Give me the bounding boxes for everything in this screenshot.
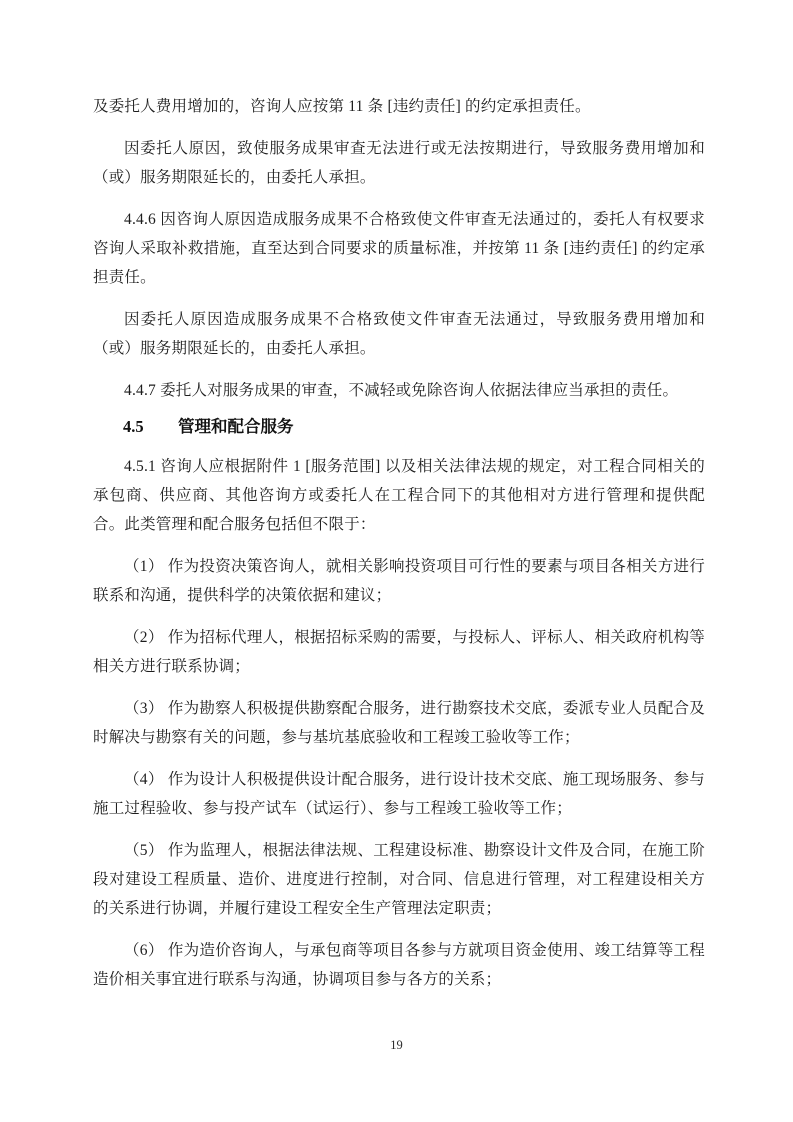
list-item-1: （1） 作为投资决策咨询人，就相关影响投资项目可行性的要素与项目各相关方进行联系和沟通，提供科学的决策依据和建议； (93, 558, 705, 604)
section-number: 4.5 (123, 417, 144, 436)
page-number: 19 (390, 1038, 403, 1052)
paragraph-continuation: 及委托人费用增加的，咨询人应按第 11 条 [违约责任] 的约定承担责任。 (93, 98, 591, 115)
list-item-2: （2） 作为招标代理人，根据招标采购的需要，与投标人、评标人、相关政府机构等相关方进行联系协调； (93, 629, 705, 675)
paragraph-clause-4-4-6: 4.4.6 因咨询人原因造成服务成果不合格致使文件审查无法通过的，委托人有权要求咨询人采取补救措施，直至达到合同要求的质量标准，并按第 11 条 [违约责任] 的约定承担责任。 (93, 211, 705, 286)
section-heading-4-5 (93, 412, 705, 442)
paragraph-clause-4-4-6-cont: 因委托人原因造成服务成果不合格致使文件审查无法通过，导致服务费用增加和（或）服务期限延长的，由委托人承担。 (93, 311, 705, 357)
paragraph-client-cause: 因委托人原因，致使服务成果审查无法进行或无法按期进行，导致服务费用增加和（或）服务期限延长的，由委托人承担。 (93, 140, 705, 186)
list-item-6: （6） 作为造价咨询人，与承包商等项目各参与方就项目资金使用、竣工结算等工程造价相关事宜进行联系与沟通，协调项目参与各方的关系； (93, 942, 705, 988)
list-item-3: （3） 作为勘察人积极提供勘察配合服务，进行勘察技术交底，委派专业人员配合及时解决与勘察有关的问题，参与基坑基底验收和工程竣工验收等工作； (93, 700, 705, 746)
document-content (93, 92, 705, 1007)
paragraph-clause-4-4-7: 4.4.7 委托人对服务成果的审查，不减轻或免除咨询人依据法律应当承担的责任。 (124, 382, 679, 399)
paragraph-clause-4-5-1: 4.5.1 咨询人应根据附件 1 [服务范围] 以及相关法律法规的规定，对工程合同相关的承包商、供应商、其他咨询方或委托人在工程合同下的其他相对方进行管理和提供配合。此类管理和配合服务包括但不限于： (93, 458, 705, 533)
list-item-4: （4） 作为设计人积极提供设计配合服务，进行设计技术交底、施工现场服务、参与施工过程验收、参与投产试车（试运行）、参与工程竣工验收等工作； (93, 771, 705, 817)
section-title: 管理和配合服务 (178, 417, 294, 436)
list-item-5: （5） 作为监理人，根据法律法规、工程建设标准、勘察设计文件及合同，在施工阶段对建设工程质量、造价、进度进行控制，对合同、信息进行管理，对工程建设相关方的关系进行协调，并履行建设工程安全生产管理法定职责； (93, 842, 705, 917)
